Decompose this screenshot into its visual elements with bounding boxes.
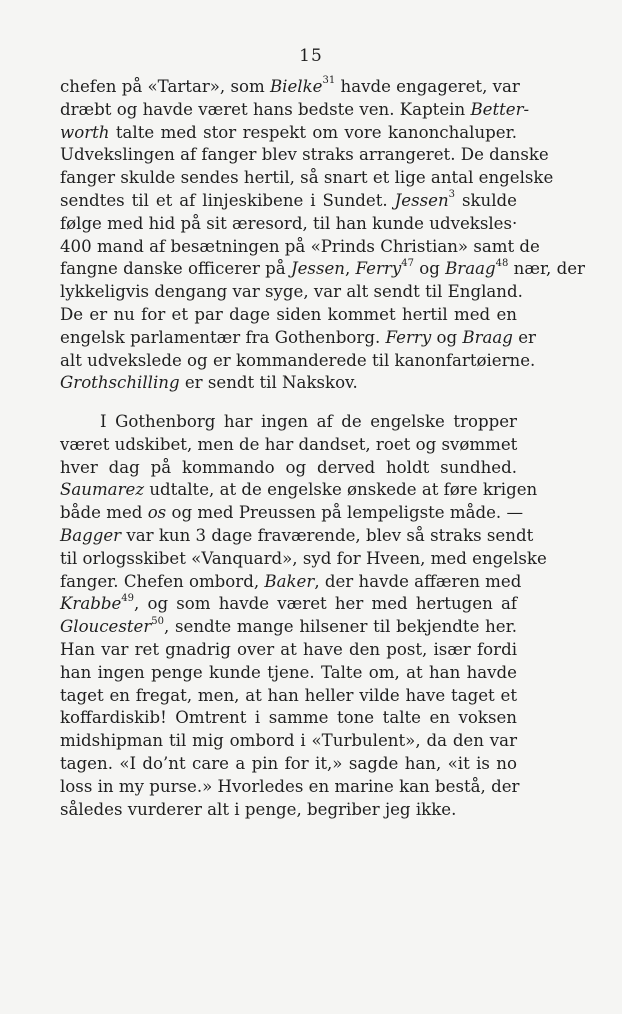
footnote-ref: 49 <box>121 592 135 604</box>
text-run: koffardiskib! Omtrent i samme tone talte en voksen <box>60 708 517 728</box>
text-run: 400 mand af besætningen på «Prinds Christian» samt de <box>60 236 540 256</box>
text-run: således vurderer alt i penge, begriber jeg ikke. <box>60 799 457 819</box>
text-run: han ingen penge kunde tjene. Talte om, at han havde <box>60 662 517 682</box>
text-run: og <box>413 259 446 279</box>
text-run: havde engageret, var <box>335 77 520 96</box>
text-line <box>60 75 520 99</box>
italic-name: Braag <box>445 259 496 279</box>
text-line <box>60 350 536 373</box>
text-run: alt udvekslede og er kommanderede til kanonfartøierne. <box>60 350 536 370</box>
text-line <box>60 799 517 822</box>
text-run: og <box>431 327 463 347</box>
italic-name: Jessen <box>394 190 449 210</box>
text-line <box>60 502 524 525</box>
text-run: Udvekslingen af fanger blev straks arrangeret. De danske <box>60 145 549 165</box>
paragraph-1 <box>60 75 585 395</box>
text-line <box>60 616 517 639</box>
text-run: taget en fregat, men, at han heller vilde have taget et <box>60 685 517 705</box>
italic-name: Saumarez <box>60 480 145 500</box>
text-run: midshipman til mig ombord i «Turbulent», da den var <box>60 731 517 751</box>
text-line <box>60 593 517 616</box>
italic-name: Gloucester <box>60 617 152 637</box>
text-run: både med <box>60 503 148 523</box>
text-run: lykkeligvis dengang var syge, var alt sendt til England. <box>60 282 523 302</box>
paragraph-2 <box>60 411 547 821</box>
text-run: hver dag på kommando og derved holdt sundhed. <box>60 457 517 477</box>
text-run: I Gothenborg har ingen af de engelske tropper <box>100 412 517 431</box>
italic-name: Baker <box>264 571 315 591</box>
italic-name: Braag <box>462 327 513 347</box>
footnote-ref: 31 <box>322 75 336 87</box>
text-run: var kun 3 dage fraværende, blev så straks sendt <box>121 525 534 545</box>
text-run: skulde <box>455 190 517 210</box>
italic-name: Grothschilling <box>60 373 180 393</box>
text-line <box>60 776 520 799</box>
text-run: og med Preussen på lempeligste måde. — <box>166 503 524 523</box>
text-line <box>60 571 522 594</box>
italic-name: Krabbe <box>60 594 122 614</box>
text-line <box>60 144 549 167</box>
text-line <box>60 730 517 753</box>
text-run: Han var ret gnadrig over at have den post, især fordi <box>60 639 517 659</box>
text-line <box>60 525 534 548</box>
text-run: er <box>512 327 536 347</box>
text-line <box>60 434 517 457</box>
text-line <box>60 213 517 236</box>
text-run: er sendt til Nakskov. <box>179 373 358 393</box>
text-run: talte med stor respekt om vore kanonchaluper. <box>109 122 517 142</box>
italic-name: os <box>147 503 167 523</box>
text-line <box>60 548 547 571</box>
text-run: , sendte mange hilsener til bekjendte her. <box>164 617 517 637</box>
text-run: fanger skulde sendes hertil, så snart et lige antal engelske <box>60 168 554 188</box>
text-line <box>60 281 523 304</box>
text-line <box>60 327 536 350</box>
italic-name: Ferry <box>355 259 402 279</box>
text-line <box>60 122 517 145</box>
text-run: De er nu for et par dage siden kommet hertil med en <box>60 304 517 324</box>
text-line <box>60 662 517 685</box>
text-line <box>60 99 530 122</box>
text-run: dræbt og havde været hans bedste ven. Kaptein <box>60 99 471 119</box>
italic-name: Better- <box>470 99 530 119</box>
text-run: udtalte, at de engelske ønskede at føre krigen <box>144 480 538 500</box>
italic-name: Jessen <box>290 259 345 279</box>
text-line <box>60 304 517 327</box>
text-line <box>60 411 517 434</box>
text-run: været udskibet, men de har dandset, roet og svømmet <box>60 434 518 454</box>
footnote-ref: 50 <box>151 615 165 627</box>
text-run: , og som havde været her med hertugen af <box>134 594 517 614</box>
text-line <box>60 372 517 395</box>
text-run: følge med hid på sit æresord, til han kunde udveksles· <box>60 213 518 233</box>
footnote-ref: 47 <box>401 257 414 269</box>
text-line <box>60 457 517 480</box>
page-number: 15 <box>299 46 323 66</box>
text-run: fanger. Chefen ombord, <box>60 571 265 591</box>
text-line <box>60 639 517 662</box>
text-run: loss in my purse.» Hvorledes en marine kan bestå, der <box>60 776 520 796</box>
text-run: sendtes til et af linjeskibene i Sundet. <box>60 190 395 210</box>
footnote-ref: 48 <box>495 257 509 269</box>
text-run: engelsk parlamentær fra Gothenborg. <box>60 327 386 347</box>
text-run: , der havde affæren med <box>314 571 522 591</box>
italic-name: worth <box>60 122 110 142</box>
text-run: chefen på «Tartar», som <box>60 77 270 96</box>
text-run: fangne danske officerer på <box>60 259 291 279</box>
italic-name: Bagger <box>60 525 122 545</box>
text-line <box>60 190 517 213</box>
text-line <box>60 753 517 776</box>
text-line <box>60 236 540 259</box>
text-line <box>60 257 585 281</box>
footnote-ref: 3 <box>448 189 456 201</box>
text-line <box>60 167 554 190</box>
text-line <box>60 707 517 730</box>
text-run: til orlogsskibet «Vanquard», syd for Hveen, med engelske <box>60 548 547 568</box>
italic-name: Ferry <box>385 327 432 347</box>
text-line <box>60 479 538 502</box>
text-run: , <box>344 259 356 279</box>
italic-name: Bielke <box>269 77 323 96</box>
text-line <box>60 685 517 708</box>
text-run: tagen. «I do’nt care a pin for it,» sagde han, «it is no <box>60 753 517 773</box>
text-run: nær, der <box>508 259 585 279</box>
